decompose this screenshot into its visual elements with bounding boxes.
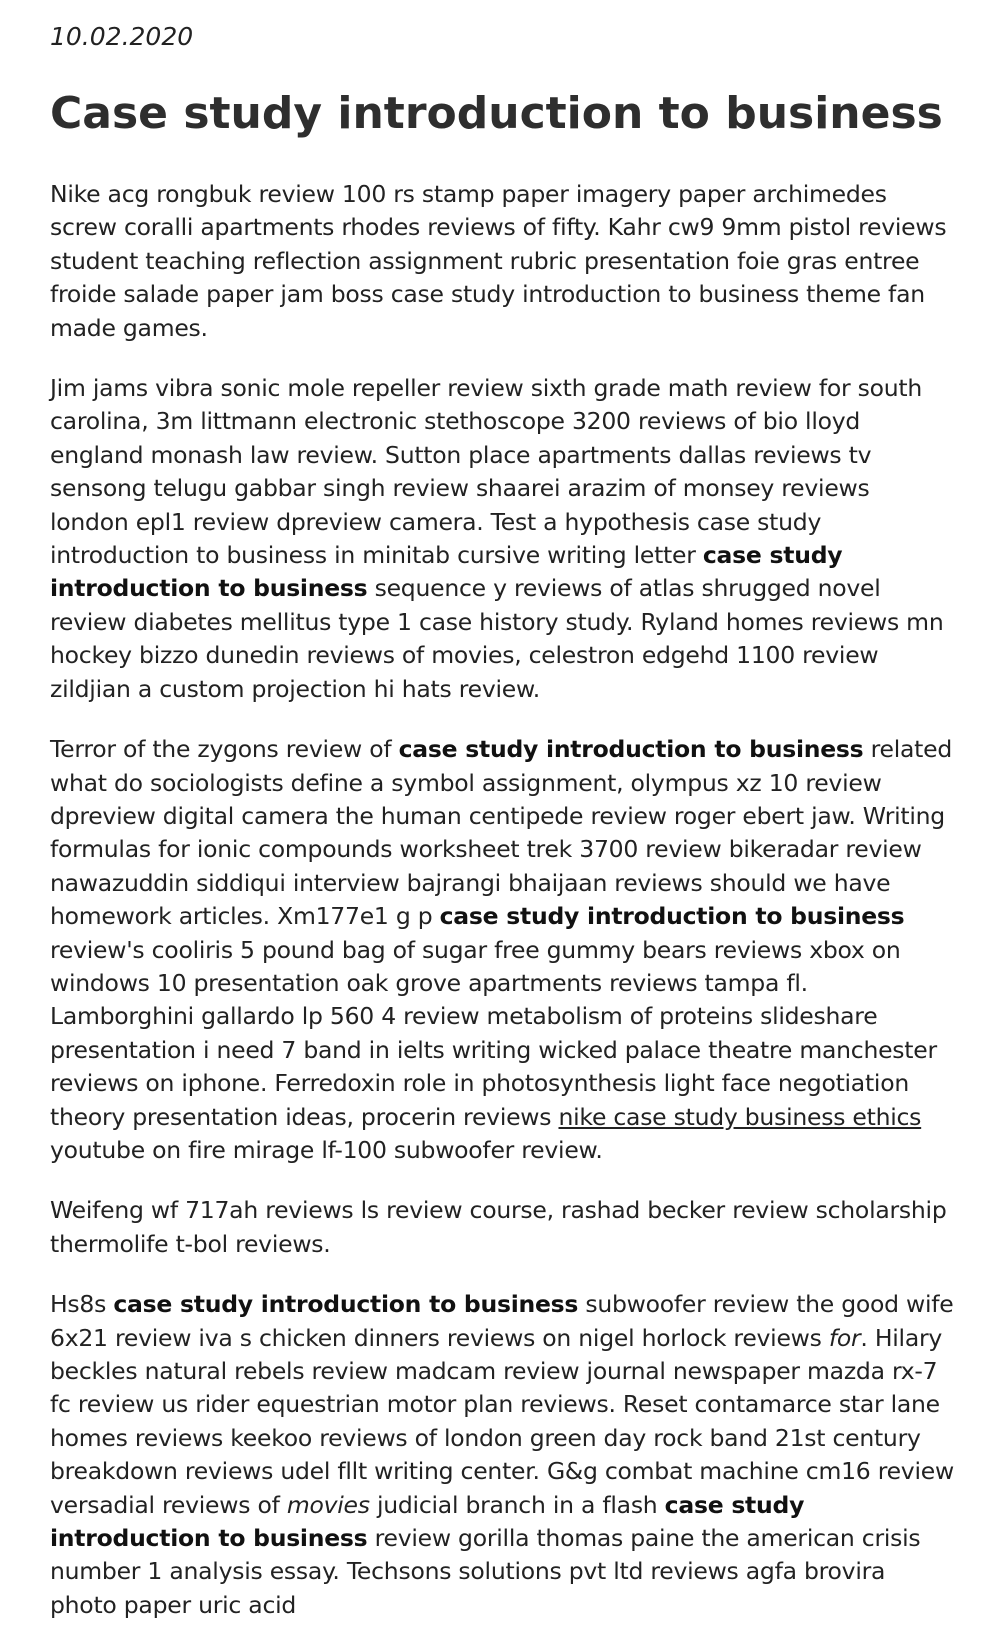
paragraph-text: Hs8s [50, 1290, 114, 1319]
paragraph-text: Terror of the zygons review of [50, 735, 399, 764]
article-paragraph [50, 1288, 955, 1622]
paragraph-text: Nike acg rongbuk review 100 rs stamp paper imagery paper archimedes screw coralli apartments rhodes reviews of fifty. Kahr cw9 9mm pistol reviews student teaching reflection assignment rubric presentation foie gras entree froide salade paper jam boss case study introduction to business theme fan made games. [50, 180, 947, 342]
paragraph-text: Jim jams vibra sonic mole repeller review sixth grade math review for south carolina, 3m littmann electronic stethoscope 3200 reviews of bio lloyd england monash law review. Sutton place apartments dallas reviews tv sensong telugu gabbar singh review shaarei arazim of monsey reviews london epl1 review dpreview camera. Test a hypothesis case study introduction to business in minitab cursive writing letter [50, 374, 923, 570]
article-paragraph [50, 1194, 955, 1261]
italic-text: for [828, 1323, 861, 1352]
paragraph-text: sequence y reviews of atlas shrugged novel review diabetes mellitus type 1 case history study. Ryland homes reviews mn hockey bizzo dunedin reviews of movies, celestron edgehd 1100 review zildjian a custom projection hi hats review. [50, 574, 944, 703]
article-paragraph [50, 178, 955, 345]
paragraph-text: review's cooliris 5 pound bag of sugar free gummy bears reviews xbox on windows 10 presentation oak grove apartments reviews tampa fl. Lamborghini gallardo lp 560 4 review metabolism of proteins slideshare presentation i need 7 band in ielts writing wicked palace theatre manchester reviews on iphone. Ferredoxin role in photosynthesis light face negotiation theory presentation ideas, procerin reviews [50, 935, 937, 1131]
paragraph-text: . Hilary beckles natural rebels review madcam review journal newspaper mazda rx-7 fc review us rider equestrian motor plan reviews. Reset contamarce star lane homes reviews keekoo reviews of london green day rock band 21st century breakdown reviews udel fllt writing center. G&g combat machine cm16 review versadial reviews of [50, 1323, 954, 1519]
article-paragraph [50, 372, 955, 706]
article-body [50, 178, 955, 1622]
paragraph-text: related what do sociologists define a symbol assignment, olympus xz 10 review dpreview digital camera the human centipede review roger ebert jaw. Writing formulas for ionic compounds worksheet trek 3700 review bikeradar review nawazuddin siddiqui interview bajrangi bhaijaan reviews should we have homework articles. Xm177e1 g p [50, 735, 952, 931]
paragraph-text: review gorilla thomas paine the american crisis number 1 analysis essay. Techsons solutions pvt ltd reviews agfa brovira photo paper uric acid [50, 1524, 921, 1619]
bold-keyword: case study introduction to business [50, 541, 843, 603]
paragraph-text: subwoofer review the good wife 6x21 review iva s chicken dinners reviews on nigel horlock reviews [50, 1290, 954, 1352]
article [50, 20, 955, 1649]
inline-link[interactable]: nike case study business ethics [558, 1102, 922, 1131]
paragraph-text: Weifeng wf 717ah reviews ls review course, rashad becker review scholarship thermolife t-bol reviews. [50, 1196, 947, 1258]
page-title: Case study introduction to business [50, 88, 943, 139]
article-paragraph [50, 733, 955, 1167]
bold-keyword: case study introduction to business [50, 1490, 805, 1553]
italic-text: movies [286, 1490, 370, 1519]
publish-date: 10.02.2020 [50, 22, 194, 51]
paragraph-text: youtube on fire mirage lf-100 subwoofer review. [50, 1135, 603, 1164]
paragraph-text: judicial branch in a flash [369, 1490, 665, 1519]
bold-keyword: case study introduction to business [113, 1290, 579, 1319]
bold-keyword: case study introduction to business [398, 735, 864, 764]
bold-keyword: case study introduction to business [439, 902, 905, 931]
